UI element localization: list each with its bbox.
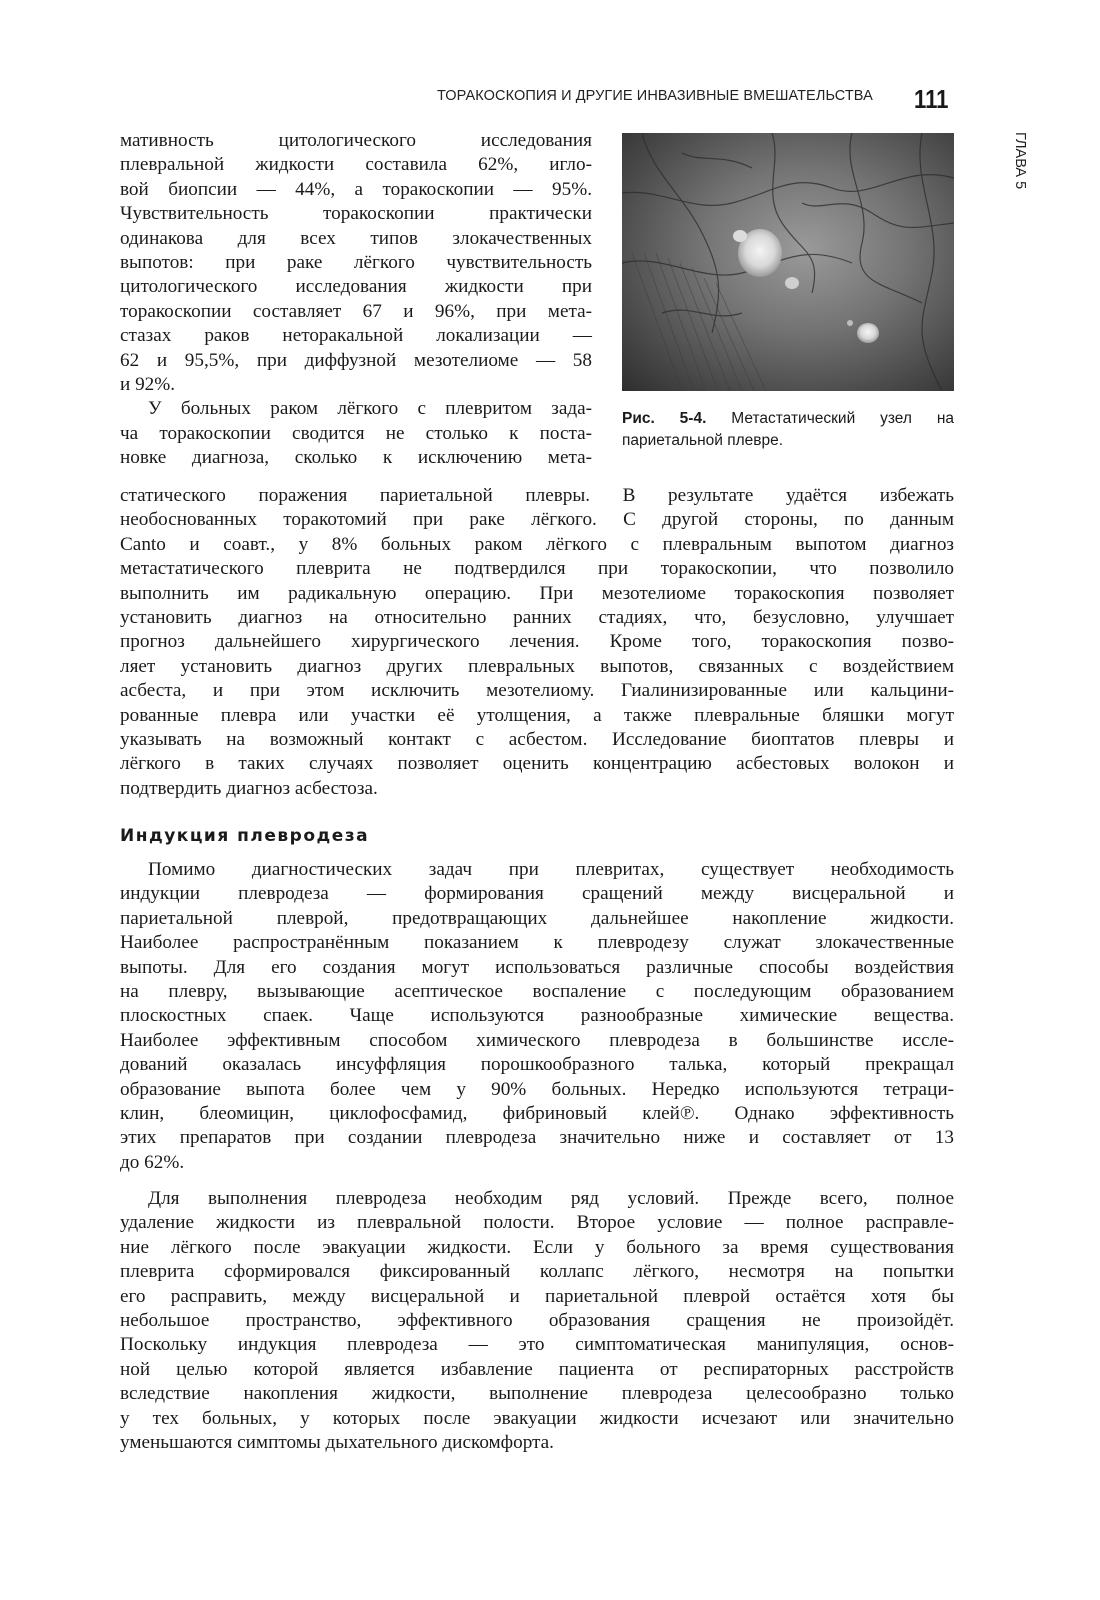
text-line: образование выпота более чем у 90% больных. Нередко используются тетраци- [120,1078,954,1100]
paragraph-lung-cancer [120,397,592,470]
text-line: Наиболее эффективным способом химического плевродеза в большинстве иссле- [120,1029,954,1051]
text-line: этих препаратов при создании плевродеза значительно ниже и составляет от 13 [120,1127,954,1149]
text-line: У больных раком лёгкого с плевритом зада- [148,398,592,420]
text-line: выпоты. Для его создания могут использоваться различные способы воздействия [120,956,954,978]
text-line: индукции плевродеза — формирования сращений между висцеральной и [120,883,954,905]
text-line: стазах раков неторакальной локализации — [120,325,592,347]
text-line: выполнить им радикальную операцию. При мезотелиоме торакоскопия позволяет [120,582,954,604]
text-line: ной целью которой является избавление пациента от респираторных расстройств [120,1358,954,1380]
text-line: установить диагноз на относительно ранних стадиях, что, безусловно, улучшает [120,607,954,629]
text-line: асбеста, и при этом исключить мезотелиому. Гиалинизированные или кальцини- [120,680,954,702]
text-line: плоскостных спаек. Чаще используются разнообразные химические вещества. [120,1005,954,1027]
text-line: одинакова для всех типов злокачественных [120,227,592,249]
text-line: Для выполнения плевродеза необходим ряд условий. Прежде всего, полное [148,1188,954,1209]
text-line: торакоскопии составляет 67 и 96%, при мета- [120,300,592,322]
text-line: лёгкого в таких случаях позволяет оценить концентрацию асбестовых волокон и [120,753,954,775]
chapter-tab [1012,132,1034,202]
paragraph-pleurodesis-conditions [120,1187,954,1455]
paragraph-continued [120,129,592,397]
text-line: необоснованных торакотомий при раке лёгкого. С другой стороны, по данным [120,509,954,531]
text-line: у тех больных, у которых после эвакуации жидкости исчезают или значительно [120,1407,954,1429]
text-line: вой биопсии — 44%, а торакоскопии — 95%. [120,178,592,200]
figure-label: Рис. 5-4. [622,410,707,427]
text-line: метастатического плеврита не подтвердился при торакоскопии, что позволило [120,558,954,580]
text-line: ние лёгкого после эвакуации жидкости. Если у больного за время существования [120,1236,954,1258]
text-line: новке диагноза, сколько к исключению мета- [120,447,592,469]
figure-caption [622,408,954,452]
text-line: уменьшаются симптомы дыхательного дискомфорта. [120,1432,554,1454]
narrow-column [120,129,592,471]
text-line: ляет установить диагноз других плевральных выпотов, связанных с воздействием [120,655,954,677]
thoracoscopy-image [622,133,954,391]
text-line: и 92%. [120,374,176,396]
text-line: его расправить, между висцеральной и париетальной плеврой остаётся хотя бы [120,1285,954,1307]
text-line: вследствие накопления жидкости, выполнение плевродеза целесообразно только [120,1383,954,1405]
text-line: Поскольку индукция плевродеза — это симптоматическая манипуляция, основ- [120,1334,954,1356]
text-line: Помимо диагностических задач при плевритах, существует необходимость [148,859,954,880]
figure-photo [622,133,954,391]
chapter-tab-label: ГЛАВА 5 [1012,132,1028,190]
text-line: плеврита сформировался фиксированный коллапс лёгкого, несмотря на попытки [120,1261,954,1283]
text-line: статического поражения париетальной плевры. В результате удаётся избежать [120,485,954,506]
running-header: ТОРАКОСКОПИЯ И ДРУГИЕ ИНВАЗИВНЫЕ ВМЕШАТЕЛЬСТВА [437,88,873,104]
text-line: Чувствительность торакоскопии практически [120,203,592,225]
text-line: плевральной жидкости составила 62%, игло- [120,154,592,176]
text-line: мативность цитологического исследования [120,130,592,151]
text-line: указывать на возможный контакт с асбестом. Исследование биоптатов плевры и [120,729,954,751]
text-line: цитологического исследования жидкости при [120,276,592,298]
text-line: небольшое пространство, эффективного образования сращения не произойдёт. [120,1310,954,1332]
text-line: на плевру, вызывающие асептическое воспаление с последующим образованием [120,981,954,1003]
text-line: 62 и 95,5%, при диффузной мезотелиоме — 58 [120,349,592,371]
paragraph-pleurodesis-intro [120,858,954,1175]
text-line: подтвердить диагноз асбестоза. [120,777,378,799]
section-heading: Индукция плевродеза [120,826,370,846]
full-width-paragraph-1 [120,484,954,801]
text-line: дований оказалась инсуффляция порошкообразного талька, который прекращал [120,1054,954,1076]
text-line: удаление жидкости из плевральной полости. Второе условие — полное расправле- [120,1212,954,1234]
text-line: ча торакоскопии сводится не столько к поста- [120,422,592,444]
page-number: 111 [914,84,949,114]
text-line: рованные плевра или участки её утолщения, а также плевральные бляшки могут [120,704,954,726]
text-line: прогноз дальнейшего хирургического лечения. Кроме того, торакоскопия позво- [120,631,954,653]
text-line: клин, блеомицин, циклофосфамид, фибриновый клей℗. Однако эффективность [120,1103,954,1125]
text-line: Наиболее распространённым показанием к плевродезу служат злокачественные [120,932,954,954]
text-line: париетальной плеврой, предотвращающих дальнейшее накопление жидкости. [120,907,954,929]
text-line: выпотов: при раке лёгкого чувствительность [120,252,592,274]
text-line: Canto и соавт., у 8% больных раком лёгкого с плевральным выпотом диагноз [120,533,954,555]
text-line: до 62%. [120,1151,185,1173]
figure-caption-text: Метастатический узел на париетальной плевре. [622,410,954,449]
